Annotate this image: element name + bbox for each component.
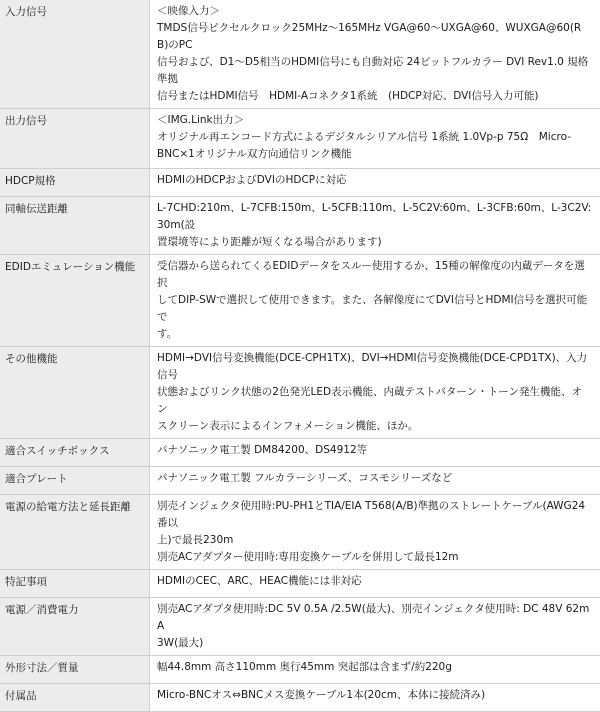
- spec-row: [0, 109, 600, 169]
- spec-value-line: 別売ACアダプタ使用時:DC 5V 0.5A /2.5W(最大)、別売インジェクタ使用時: DC 48V 62mA: [157, 601, 592, 635]
- spec-row: [0, 255, 600, 347]
- spec-row: [0, 684, 600, 712]
- spec-value-line: オリジナル再エンコード方式によるデジタルシリアル信号 1系統 1.0Vp-p 75Ω Micro-: [157, 129, 592, 146]
- spec-label: 電源の給電方法と延長距離: [0, 495, 150, 570]
- spec-value-line: HDMIのHDCPおよびDVIのHDCPに対応: [157, 172, 592, 189]
- spec-value: [150, 495, 600, 570]
- spec-row: [0, 467, 600, 495]
- spec-value: [150, 197, 600, 255]
- spec-value-line: してDIP-SWで選択して使用できます。また、各解像度にてDVI信号とHDMI信号を選択可能で: [157, 292, 592, 326]
- spec-label: 出力信号: [0, 109, 150, 169]
- spec-value: [150, 570, 600, 598]
- spec-label: 外形寸法／質量: [0, 656, 150, 684]
- spec-value: [150, 439, 600, 467]
- spec-value: [150, 169, 600, 197]
- spec-row: [0, 347, 600, 439]
- spec-value: [150, 347, 600, 439]
- spec-label: HDCP規格: [0, 169, 150, 197]
- spec-value-line: スクリーン表示によるインフォメーション機能、ほか。: [157, 418, 592, 435]
- spec-value-line: 別売ACアダプター使用時:専用変換ケーブルを併用して最長12m: [157, 549, 592, 566]
- spec-value-line: L-7CHD:210m、L-7CFB:150m、L-5CFB:110m、L-5C2V:60m、L-3CFB:60m、L-3C2V:30m(設: [157, 200, 592, 234]
- spec-value-line: ＜IMG.Link出力＞: [157, 112, 592, 129]
- spec-value-line: 状態およびリンク状態の2色発光LED表示機能、内蔵テストパターン・トーン発生機能、オン: [157, 384, 592, 418]
- spec-value: [150, 467, 600, 495]
- spec-value-line: 置環境等により距離が短くなる場合があります): [157, 234, 592, 251]
- spec-value-line: BNC×1オリジナル双方向通信リンク機能: [157, 146, 592, 163]
- spec-label: その他機能: [0, 347, 150, 439]
- spec-value: [150, 0, 600, 109]
- spec-label: 特記事項: [0, 570, 150, 598]
- spec-value: [150, 684, 600, 712]
- spec-row: [0, 197, 600, 255]
- spec-value-line: 信号および、D1～D5相当のHDMI信号にも自動対応 24ビットフルカラー DVI Rev1.0 規格準拠: [157, 54, 592, 88]
- spec-value: [150, 598, 600, 656]
- spec-row: [0, 495, 600, 570]
- spec-value-line: 上)で最長230m: [157, 532, 592, 549]
- spec-value-line: HDMIのCEC、ARC、HEAC機能には非対応: [157, 573, 592, 590]
- spec-value-line: パナソニック電工製 フルカラーシリーズ、コスモシリーズなど: [157, 470, 592, 487]
- spec-label: 入力信号: [0, 0, 150, 109]
- spec-value-line: 3W(最大): [157, 635, 592, 652]
- spec-label: 電源／消費電力: [0, 598, 150, 656]
- spec-value-line: TMDS信号ピクセルクロック25MHz～165MHz VGA@60～UXGA@60、WUXGA@60(RB)のPC: [157, 20, 592, 54]
- spec-row: [0, 0, 600, 109]
- spec-row: [0, 570, 600, 598]
- spec-value-line: HDMI→DVI信号変換機能(DCE-CPH1TX)、DVI→HDMI信号変換機能(DCE-CPD1TX)、入力信号: [157, 350, 592, 384]
- spec-value: [150, 656, 600, 684]
- spec-value-line: 受信器から送られてくるEDIDデータをスルー使用するか、15種の解像度の内蔵データを選択: [157, 258, 592, 292]
- spec-value-line: Micro-BNCオス⇔BNCメス変換ケーブル1本(20cm、本体に接続済み): [157, 687, 592, 704]
- spec-value: [150, 109, 600, 169]
- spec-label: 適合スイッチボックス: [0, 439, 150, 467]
- spec-value-line: 幅44.8mm 高さ110mm 奥行45mm 突起部は含まず/約220g: [157, 659, 592, 676]
- spec-label: EDIDエミュレーション機能: [0, 255, 150, 347]
- spec-value-line: 別売インジェクタ使用時:PU-PH1とTIA/EIA T568(A/B)準拠のストレートケーブル(AWG24番以: [157, 498, 592, 532]
- spec-row: [0, 598, 600, 656]
- spec-row: [0, 656, 600, 684]
- spec-value-line: 信号またはHDMI信号 HDMI-Aコネクタ1系統 (HDCP対応、DVI信号入力可能): [157, 88, 592, 105]
- spec-label: 適合プレート: [0, 467, 150, 495]
- spec-value-line: パナソニック電工製 DM84200、DS4912等: [157, 442, 592, 459]
- spec-row: [0, 439, 600, 467]
- spec-value-line: す。: [157, 326, 592, 343]
- spec-value: [150, 255, 600, 347]
- spec-row: [0, 169, 600, 197]
- spec-label: 同軸伝送距離: [0, 197, 150, 255]
- spec-value-line: ＜映像入力＞: [157, 3, 592, 20]
- spec-label: 付属品: [0, 684, 150, 712]
